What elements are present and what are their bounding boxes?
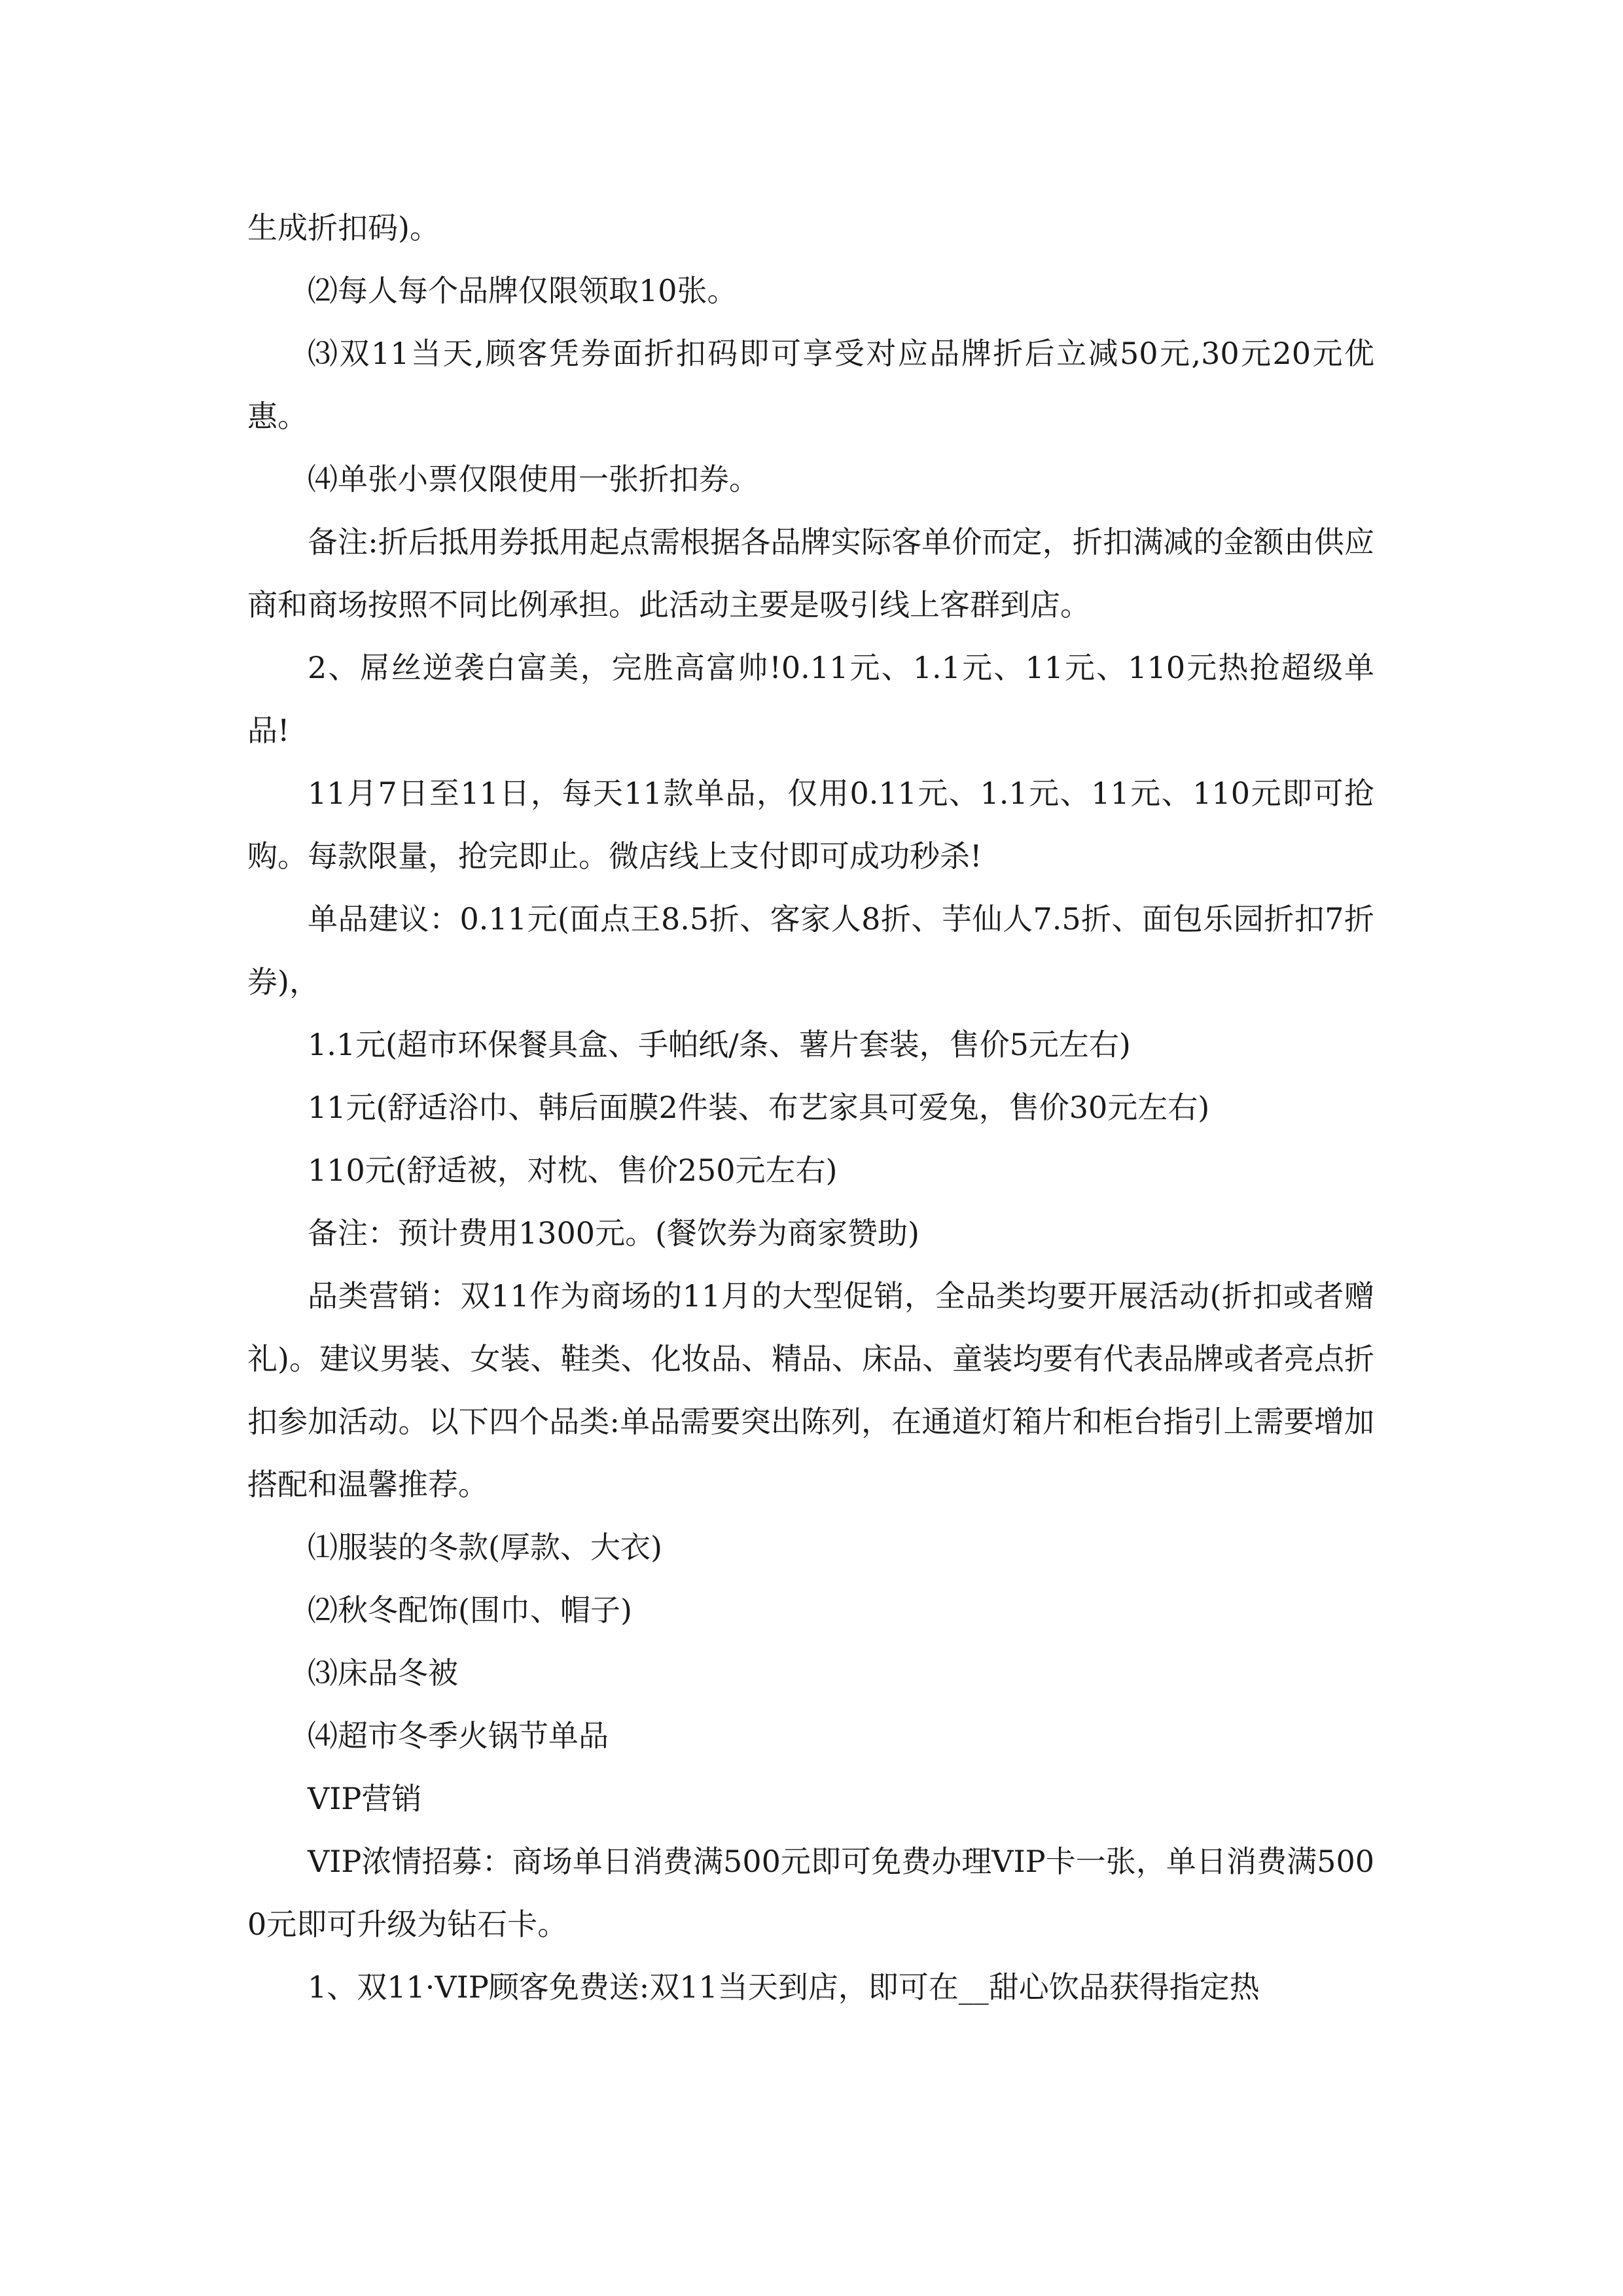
paragraph-item-11: 11元(舒适浴巾、韩后面膜2件装、布艺家具可爱兔，售价30元左右) (308, 1090, 1210, 1125)
paragraph-category-3: ⑶床品冬被 (308, 1655, 458, 1691)
paragraph-rule-4: ⑷单张小票仅限使用一张折扣券。 (308, 461, 759, 497)
paragraph-category-2: ⑵秋冬配饰(围巾、帽子) (308, 1592, 632, 1628)
paragraph-note-discount: 备注:折后抵用券抵用起点需根据各品牌实际客单价而定，折扣满减的金额由供应商和商场按照不同比例承担。此活动主要是吸引线上客群到店。 (247, 524, 1374, 622)
paragraph-vip-free-gift: 1、双11·VIP顾客免费送:双11当天到店，即可在__甜心饮品获得指定热 (308, 1969, 1260, 2005)
paragraph-category-4: ⑷超市冬季火锅节单品 (308, 1718, 609, 1753)
paragraph-category-marketing: 品类营销：双11作为商场的11月的大型促销，全品类均要开展活动(折扣或者赠礼)。建议男装、女装、鞋类、化妆品、精品、床品、童装均要有代表品牌或者亮点折扣参加活动。以下四个品类:单品需要突出陈列，在通道灯箱片和柜台指引上需要增加搭配和温馨推荐。 (247, 1278, 1374, 1502)
paragraph-vip-recruit: VIP浓情招募：商场单日消费满500元即可免费办理VIP卡一张，单日消费满5000元即可升级为钻石卡。 (247, 1844, 1374, 1942)
paragraph-item-110: 110元(舒适被，对枕、售价250元左右) (308, 1153, 838, 1188)
paragraph-flash-sale: 11月7日至11日，每天11款单品，仅用0.11元、1.1元、11元、110元即可抢购。每款限量，抢完即止。微店线上支付即可成功秒杀! (247, 776, 1374, 874)
document-body (247, 196, 1374, 2018)
paragraph-item-1-1: 1.1元(超市环保餐具盒、手帕纸/条、薯片套装，售价5元左右) (308, 1027, 1131, 1062)
paragraph-note-cost: 备注：预计费用1300元。(餐饮券为商家赞助) (308, 1215, 919, 1251)
paragraph-rule-3: ⑶双11当天,顾客凭券面折扣码即可享受对应品牌折后立减50元,30元20元优惠。 (247, 336, 1374, 434)
paragraph-item-suggestion: 单品建议：0.11元(面点王8.5折、客家人8折、芋仙人7.5折、面包乐园折扣7折券)， (247, 901, 1374, 999)
paragraph-category-1: ⑴服装的冬款(厚款、大衣) (308, 1530, 662, 1565)
paragraph-continuation: 生成折扣码)。 (247, 210, 440, 245)
paragraph-vip-heading: VIP营销 (308, 1781, 422, 1816)
paragraph-section-2-title: 2、屌丝逆袭白富美，完胜高富帅!0.11元、1.1元、11元、110元热抢超级单品! (247, 650, 1374, 748)
paragraph-rule-2: ⑵每人每个品牌仅限领取10张。 (308, 273, 738, 308)
